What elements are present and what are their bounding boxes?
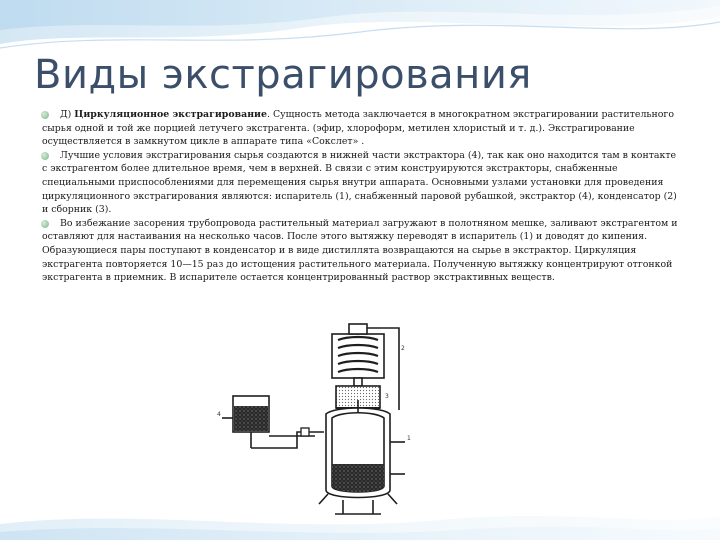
paragraph-1 [42,108,682,149]
paragraph-2 [42,149,682,217]
extraction-apparatus-diagram [215,314,445,529]
slide-body [42,108,682,285]
paragraph-1-text: . Сущность метода заключается в многократном экстрагировании растительного сырья одной и той же порцией летучего экстрагента. (эфир, хлороформ, метилен хлористый и т. д.). Экстрагирование осуществляется в замкнутом цикле в аппарате типа «Сокслет» . [42,109,674,148]
bullet-icon [41,220,49,228]
paragraph-3-text: Во избежание засорения трубопровода растительный материал загружают в полотняном мешке, заливают экстрагентом и оставляют для настаивания на несколько часов. После этого вытяжку переводят в испаритель (1) и доводят до кипения. Образующиеся пары поступают в конденсатор и в виде дистиллята возвращаются на сырье в экстрактор. Циркуляция экстрагента повторяется 10—15 раз до истощения растительного материала. Полученную вытяжку концентрируют отгонкой экстрагента в приемник. В испарителе остается концентрированный раствор экстрактивных веществ. [42,217,678,284]
label-extractor: 4 [217,411,221,418]
paragraph-3 [42,217,682,285]
label-evaporator: 1 [407,435,411,442]
slide-title: Виды экстрагирования [34,52,532,98]
bullet-icon [41,111,49,119]
extractor [222,396,269,448]
evaporator [319,400,397,514]
paragraph-1-bold-term: Циркуляционное экстрагирование [74,109,267,120]
condenser [332,324,384,386]
paragraph-1-lead: Д) [60,109,75,120]
label-collector: 3 [385,393,389,400]
bullet-icon [41,152,49,160]
label-condenser: 2 [401,345,405,352]
paragraph-2-text: Лучшие условия экстрагирования сырья создаются в нижней части экстрактора (4), так как оно находится там в контакте с экстрагентом более длительное время, чем в верхней. В связи с этим конструируются экстракторы, снабженные специальными приспособлениями для перемещения сырья внутри аппарата. Основными узлами установки для проведения циркуляционного экстрагирования являются: испаритель (1), снабженный паровой рубашкой, экстрактор (4), конденсатор (2) и сборник (3). [42,149,677,216]
